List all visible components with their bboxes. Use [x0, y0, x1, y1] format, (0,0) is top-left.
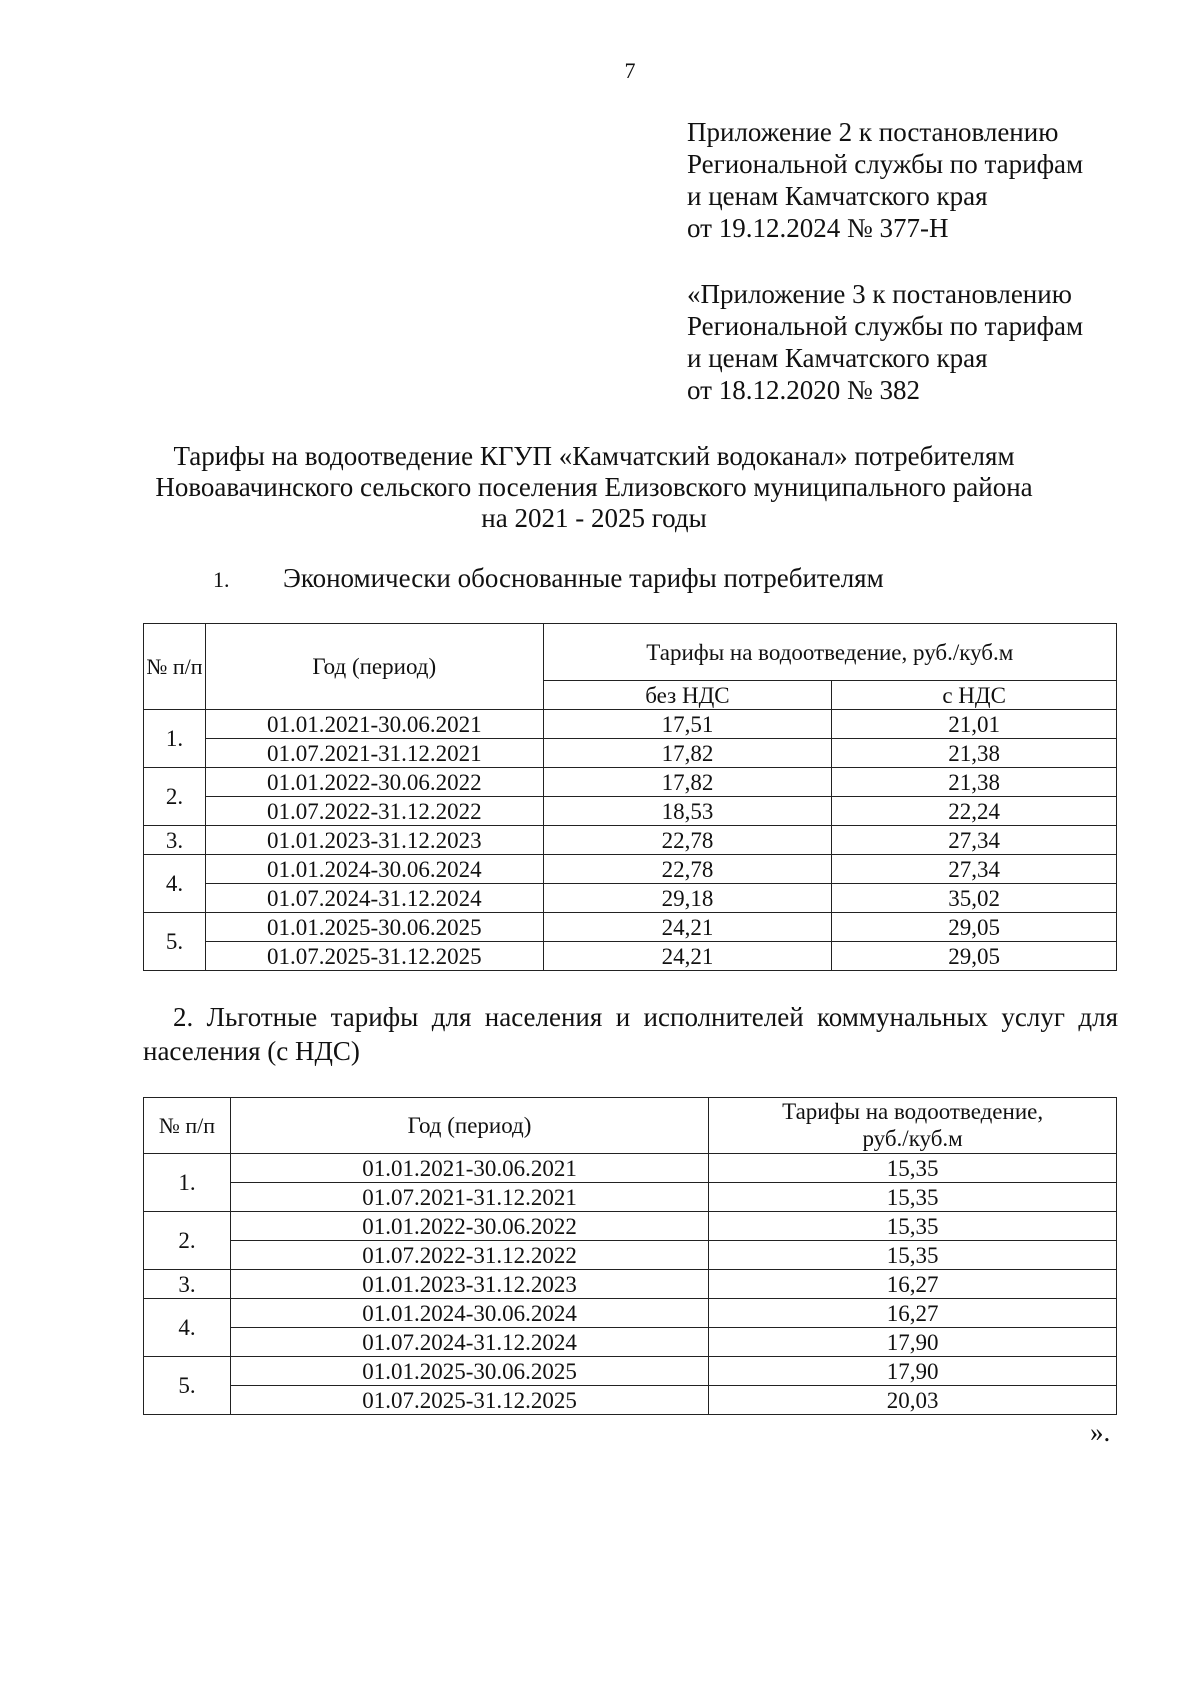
row-tariff: 17,90 [709, 1328, 1117, 1357]
row-without-vat: 18,53 [543, 797, 832, 826]
row-num: 2. [144, 1212, 231, 1270]
row-with-vat: 27,34 [832, 826, 1117, 855]
table-row [144, 913, 1117, 942]
section-1-number: 1. [213, 567, 230, 592]
row-without-vat: 22,78 [543, 855, 832, 884]
row-num: 2. [144, 768, 206, 826]
row-period: 01.01.2021-30.06.2021 [205, 710, 543, 739]
row-without-vat: 17,51 [543, 710, 832, 739]
row-with-vat: 21,38 [832, 768, 1117, 797]
row-num: 3. [144, 826, 206, 855]
row-period: 01.07.2021-31.12.2021 [205, 739, 543, 768]
page-number: 7 [624, 58, 636, 83]
annex-line: и ценам Камчатского края [687, 181, 988, 211]
annex-line: Приложение 2 к постановлению [687, 117, 1059, 147]
table-row [144, 855, 1117, 884]
annex-header-current [687, 116, 1083, 244]
row-period: 01.01.2022-30.06.2022 [230, 1212, 708, 1241]
closing-quote: ». [1090, 1417, 1111, 1447]
annex-line: от 19.12.2024 № 377-Н [687, 213, 949, 243]
row-period: 01.01.2023-31.12.2023 [230, 1270, 708, 1299]
row-num: 5. [144, 1357, 231, 1415]
row-tariff: 15,35 [709, 1241, 1117, 1270]
document-title [120, 441, 1068, 534]
annex-header-original [687, 278, 1083, 406]
row-without-vat: 17,82 [543, 768, 832, 797]
row-period: 01.01.2022-30.06.2022 [205, 768, 543, 797]
header-period: Год (период) [230, 1098, 708, 1154]
row-tariff: 15,35 [709, 1183, 1117, 1212]
annex-line: Региональной службы по тарифам [687, 149, 1084, 179]
row-period: 01.07.2021-31.12.2021 [230, 1183, 708, 1212]
row-period: 01.01.2024-30.06.2024 [205, 855, 543, 884]
title-line: Новоавачинского сельского поселения Елизовского муниципального района [155, 472, 1033, 502]
row-without-vat: 24,21 [543, 942, 832, 971]
table-row [144, 739, 1117, 768]
table-row [144, 1183, 1117, 1212]
row-with-vat: 21,01 [832, 710, 1117, 739]
header-num: № п/п [144, 624, 206, 710]
row-with-vat: 29,05 [832, 913, 1117, 942]
row-period: 01.01.2024-30.06.2024 [230, 1299, 708, 1328]
section-1-heading [213, 563, 884, 594]
economic-tariffs-table [143, 623, 1117, 971]
row-with-vat: 35,02 [832, 884, 1117, 913]
annex-line: и ценам Камчатского края [687, 343, 988, 373]
header-num: № п/п [144, 1098, 231, 1154]
table-row [144, 1154, 1117, 1183]
row-tariff: 20,03 [709, 1386, 1117, 1415]
table-row [144, 1386, 1117, 1415]
header-tariffs: Тарифы на водоотведение, руб./куб.м [543, 624, 1116, 681]
row-period: 01.01.2025-30.06.2025 [230, 1357, 708, 1386]
table-row [144, 710, 1117, 739]
table-row [144, 1212, 1117, 1241]
row-period: 01.07.2025-31.12.2025 [230, 1386, 708, 1415]
header-tariff: Тарифы на водоотведение, руб./куб.м [709, 1098, 1117, 1154]
annex-line: от 18.12.2020 № 382 [687, 375, 920, 405]
header-period: Год (период) [205, 624, 543, 710]
table-row [144, 1357, 1117, 1386]
row-num: 1. [144, 1154, 231, 1212]
row-tariff: 17,90 [709, 1357, 1117, 1386]
section-2-heading: 2. Льготные тарифы для населения и исполнителей коммунальных услуг для населения (с НДС) [143, 1002, 1118, 1066]
row-period: 01.01.2023-31.12.2023 [205, 826, 543, 855]
title-line: на 2021 - 2025 годы [481, 503, 707, 533]
row-num: 5. [144, 913, 206, 971]
row-period: 01.01.2025-30.06.2025 [205, 913, 543, 942]
table-row [144, 1299, 1117, 1328]
row-period: 01.07.2024-31.12.2024 [205, 884, 543, 913]
row-period: 01.07.2022-31.12.2022 [230, 1241, 708, 1270]
row-period: 01.07.2024-31.12.2024 [230, 1328, 708, 1357]
row-period: 01.07.2022-31.12.2022 [205, 797, 543, 826]
table-row [144, 1241, 1117, 1270]
row-tariff: 16,27 [709, 1270, 1117, 1299]
row-with-vat: 22,24 [832, 797, 1117, 826]
annex-line: Региональной службы по тарифам [687, 311, 1084, 341]
table-row [144, 768, 1117, 797]
row-without-vat: 24,21 [543, 913, 832, 942]
header-with-vat: с НДС [832, 681, 1117, 710]
table-row [144, 942, 1117, 971]
row-without-vat: 29,18 [543, 884, 832, 913]
row-tariff: 15,35 [709, 1212, 1117, 1241]
row-period: 01.07.2025-31.12.2025 [205, 942, 543, 971]
row-tariff: 15,35 [709, 1154, 1117, 1183]
table-row [144, 797, 1117, 826]
table-row [144, 1270, 1117, 1299]
preferential-tariffs-table [143, 1097, 1117, 1415]
title-line: Тарифы на водоотведение КГУП «Камчатский водоканал» потребителям [173, 441, 1015, 471]
row-with-vat: 27,34 [832, 855, 1117, 884]
row-num: 4. [144, 1299, 231, 1357]
header-without-vat: без НДС [543, 681, 832, 710]
row-without-vat: 17,82 [543, 739, 832, 768]
row-without-vat: 22,78 [543, 826, 832, 855]
row-period: 01.01.2021-30.06.2021 [230, 1154, 708, 1183]
section-1-title: Экономически обоснованные тарифы потребителям [283, 563, 884, 593]
row-with-vat: 21,38 [832, 739, 1117, 768]
row-tariff: 16,27 [709, 1299, 1117, 1328]
row-with-vat: 29,05 [832, 942, 1117, 971]
row-num: 3. [144, 1270, 231, 1299]
table-row [144, 826, 1117, 855]
table-row [144, 884, 1117, 913]
row-num: 1. [144, 710, 206, 768]
annex-line: «Приложение 3 к постановлению [687, 279, 1072, 309]
row-num: 4. [144, 855, 206, 913]
table-row [144, 1328, 1117, 1357]
